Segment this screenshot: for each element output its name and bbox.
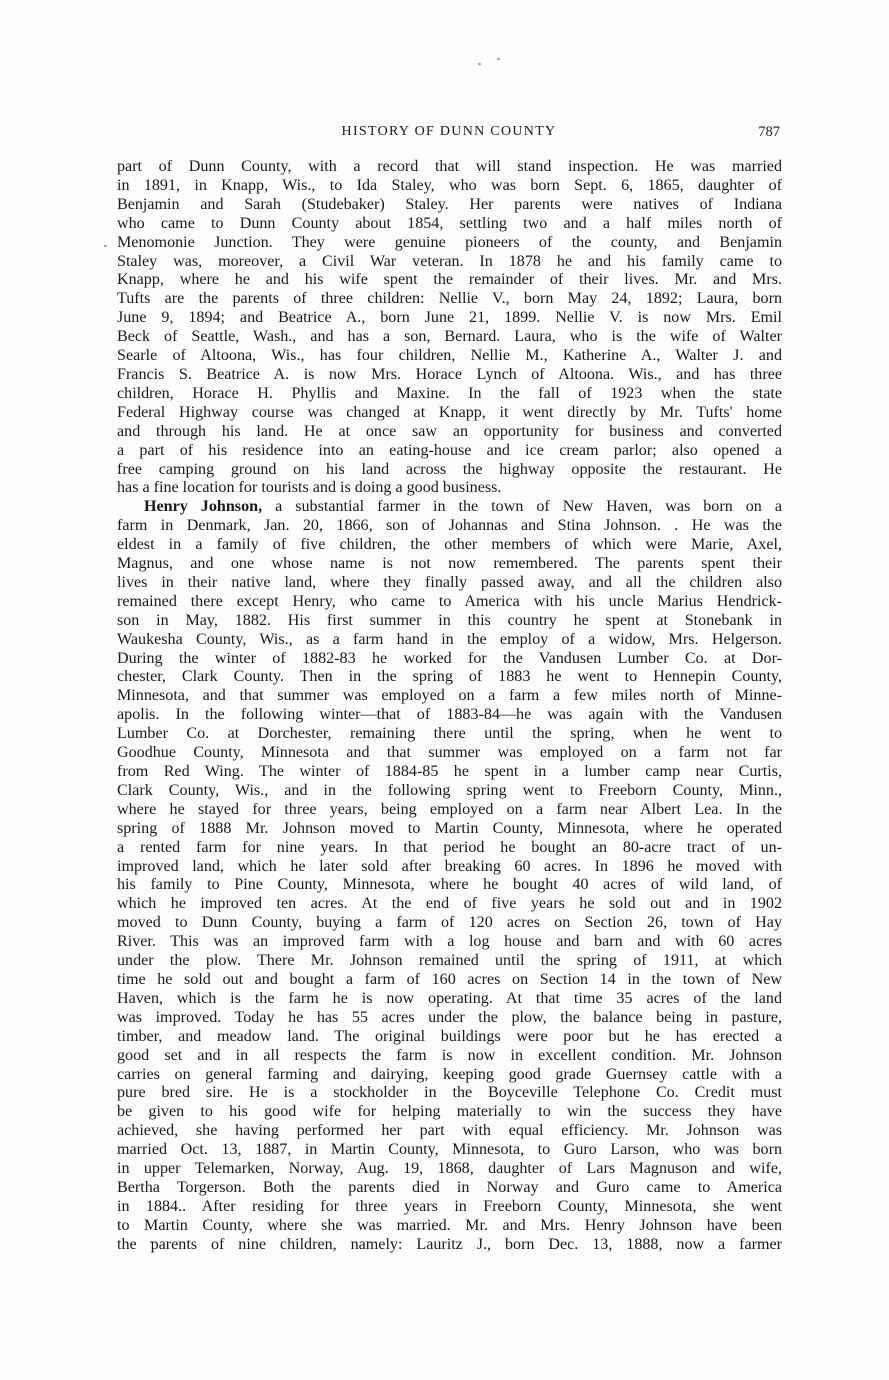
text-line: improved land, which he later sold after breaking 60 acres. In 1896 he moved with	[117, 857, 782, 875]
text-line: Magnus, and one whose name is not now remembered. The parents spent their	[117, 555, 782, 573]
text-line: son in May, 1882. His first summer in this country he spent at Stonebank in	[117, 611, 782, 629]
text-line: good set and in all respects the farm is now in excellent condition. Mr. Johnson	[117, 1046, 782, 1064]
text-line: in 1891, in Knapp, Wis., to Ida Staley, who was born Sept. 6, 1865, daughter of	[117, 176, 782, 194]
text-line	[117, 498, 782, 517]
text-line: chester, Clark County. Then in the spring of 1883 he went to Hennepin County,	[117, 668, 782, 686]
text-line: spring of 1888 Mr. Johnson moved to Martin County, Minnesota, where he operated	[117, 819, 782, 837]
text-line: has a fine location for tourists and is doing a good business.	[117, 479, 502, 497]
running-title: HISTORY OF DUNN COUNTY	[341, 124, 557, 139]
text-line: free camping ground on his land across the highway opposite the restaurant. He	[117, 460, 782, 478]
text-line: Haven, which is the farm he is now operating. At that time 35 acres of the land	[117, 989, 782, 1007]
text-line: Beck of Seattle, Wash., and has a son, Bernard. Laura, who is the wife of Walter	[117, 328, 782, 346]
text-line: lives in their native land, where they finally passed away, and all the children also	[117, 573, 782, 591]
text-line: remained there except Henry, who came to America with his uncle Marius Hendrick-	[117, 592, 782, 610]
text-line: Tufts are the parents of three children: Nellie V., born May 24, 1892; Laura, born	[117, 290, 782, 308]
body-text	[117, 158, 782, 1255]
text-line: Lumber Co. at Dorchester, remaining there until the spring, when he went to	[117, 725, 782, 743]
text-line: where he stayed for three years, being employed on a farm near Albert Lea. In the	[117, 800, 782, 818]
text-line: be given to his good wife for helping materially to win the success they have	[117, 1103, 782, 1121]
text-line: achieved, she having performed her part with equal efficiency. Mr. Johnson was	[117, 1122, 782, 1140]
text-line: time he sold out and bought a farm of 160 acres on Section 14 in the town of New	[117, 970, 782, 988]
text-line: carries on general farming and dairying, keeping good grade Guernsey cattle with a	[117, 1065, 782, 1083]
text-line: which he improved ten acres. At the end of five years he sold out and in 1902	[117, 895, 782, 913]
text-line: Knapp, where he and his wife spent the remainder of their lives. Mr. and Mrs.	[117, 271, 782, 289]
text-line: and through his land. He at once saw an opportunity for business and converted	[117, 422, 782, 440]
text-line: who came to Dunn County about 1854, settling two and a half miles north of	[117, 214, 782, 232]
paper-speck	[478, 63, 481, 65]
text-line: to Martin County, where she was married. Mr. and Mrs. Henry Johnson have been	[117, 1216, 782, 1234]
text-line: Searle of Altoona, Wis., has four children, Nellie M., Katherine A., Walter J. and	[117, 347, 782, 365]
text-segment: a substantial farmer in the town of New Haven, was born on a	[262, 498, 782, 516]
text-line: River. This was an improved farm with a log house and barn and with 60 acres	[117, 933, 782, 951]
text-line: farm in Denmark, Jan. 20, 1866, son of Johannas and Stina Johnson. . He was the	[117, 517, 782, 535]
text-line: married Oct. 13, 1887, in Martin County, Minnesota, to Guro Larson, who was born	[117, 1141, 782, 1159]
text-line: moved to Dunn County, buying a farm of 120 acres on Section 26, town of Hay	[117, 914, 782, 932]
text-line: Francis S. Beatrice A. is now Mrs. Horace Lynch of Altoona. Wis., and has three	[117, 365, 782, 383]
text-line: Staley was, moreover, a Civil War veteran. In 1878 he and his family came to	[117, 252, 782, 270]
running-head	[118, 124, 780, 144]
text-line: Benjamin and Sarah (Studebaker) Staley. Her parents were natives of Indiana	[117, 195, 782, 213]
text-line: Minnesota, and that summer was employed on a farm a few miles north of Minne-	[117, 687, 782, 705]
text-line: the parents of nine children, namely: Lauritz J., born Dec. 13, 1888, now a farmer	[117, 1235, 782, 1253]
text-line: part of Dunn County, with a record that will stand inspection. He was married	[117, 158, 782, 175]
text-line: under the plow. There Mr. Johnson remained until the spring of 1911, at which	[117, 952, 782, 970]
text-line: eldest in a family of five children, the other members of which were Marie, Axel,	[117, 536, 782, 554]
biography-subject-name: Henry Johnson,	[144, 498, 263, 516]
text-line: a rented farm for nine years. In that period he bought an 80-acre tract of un-	[117, 838, 782, 856]
text-line: Bertha Torgerson. Both the parents died in Norway and Guro came to America	[117, 1178, 782, 1196]
paragraph-henry-johnson	[117, 498, 782, 1254]
text-line: June 9, 1894; and Beatrice A., born June 21, 1899. Nellie V. is now Mrs. Emil	[117, 309, 782, 327]
text-line: children, Horace H. Phyllis and Maxine. In the fall of 1923 when the state	[117, 384, 782, 402]
text-line: During the winter of 1882-83 he worked for the Vandusen Lumber Co. at Dor-	[117, 649, 782, 667]
text-line: timber, and meadow land. The original buildings were poor but he has erected a	[117, 1027, 782, 1045]
text-line: Clark County, Wis., and in the following spring went to Freeborn County, Minn.,	[117, 781, 782, 799]
paper-speck	[497, 58, 500, 60]
text-line: Waukesha County, Wis., as a farm hand in the employ of a widow, Mrs. Helgerson.	[117, 630, 782, 648]
text-line: Federal Highway course was changed at Knapp, it went directly by Mr. Tufts' home	[117, 403, 782, 421]
text-line: pure bred sire. He is a stockholder in the Boyceville Telephone Co. Credit must	[117, 1084, 782, 1102]
text-line: a part of his residence into an eating-house and ice cream parlor; also opened a	[117, 441, 782, 459]
text-line: in 1884.. After residing for three years in Freeborn County, Minnesota, she went	[117, 1197, 782, 1215]
text-line: Menomonie Junction. They were genuine pioneers of the county, and Benjamin	[117, 233, 782, 251]
paper-speck	[104, 245, 107, 247]
paragraph-tufts	[117, 158, 782, 498]
text-line: in upper Telemarken, Norway, Aug. 19, 1868, daughter of Lars Magnuson and wife,	[117, 1160, 782, 1178]
text-line: from Red Wing. The winter of 1884-85 he spent in a lumber camp near Curtis,	[117, 763, 782, 780]
text-line: Goodhue County, Minnesota and that summer was employed on a farm not far	[117, 744, 782, 762]
page-number: 787	[758, 124, 780, 140]
text-line: his family to Pine County, Minnesota, where he bought 40 acres of wild land, of	[117, 876, 782, 894]
text-line: apolis. In the following winter—that of 1883-84—he was again with the Vandusen	[117, 706, 782, 724]
text-line: was improved. Today he has 55 acres under the plow, the balance being in pasture,	[117, 1008, 782, 1026]
